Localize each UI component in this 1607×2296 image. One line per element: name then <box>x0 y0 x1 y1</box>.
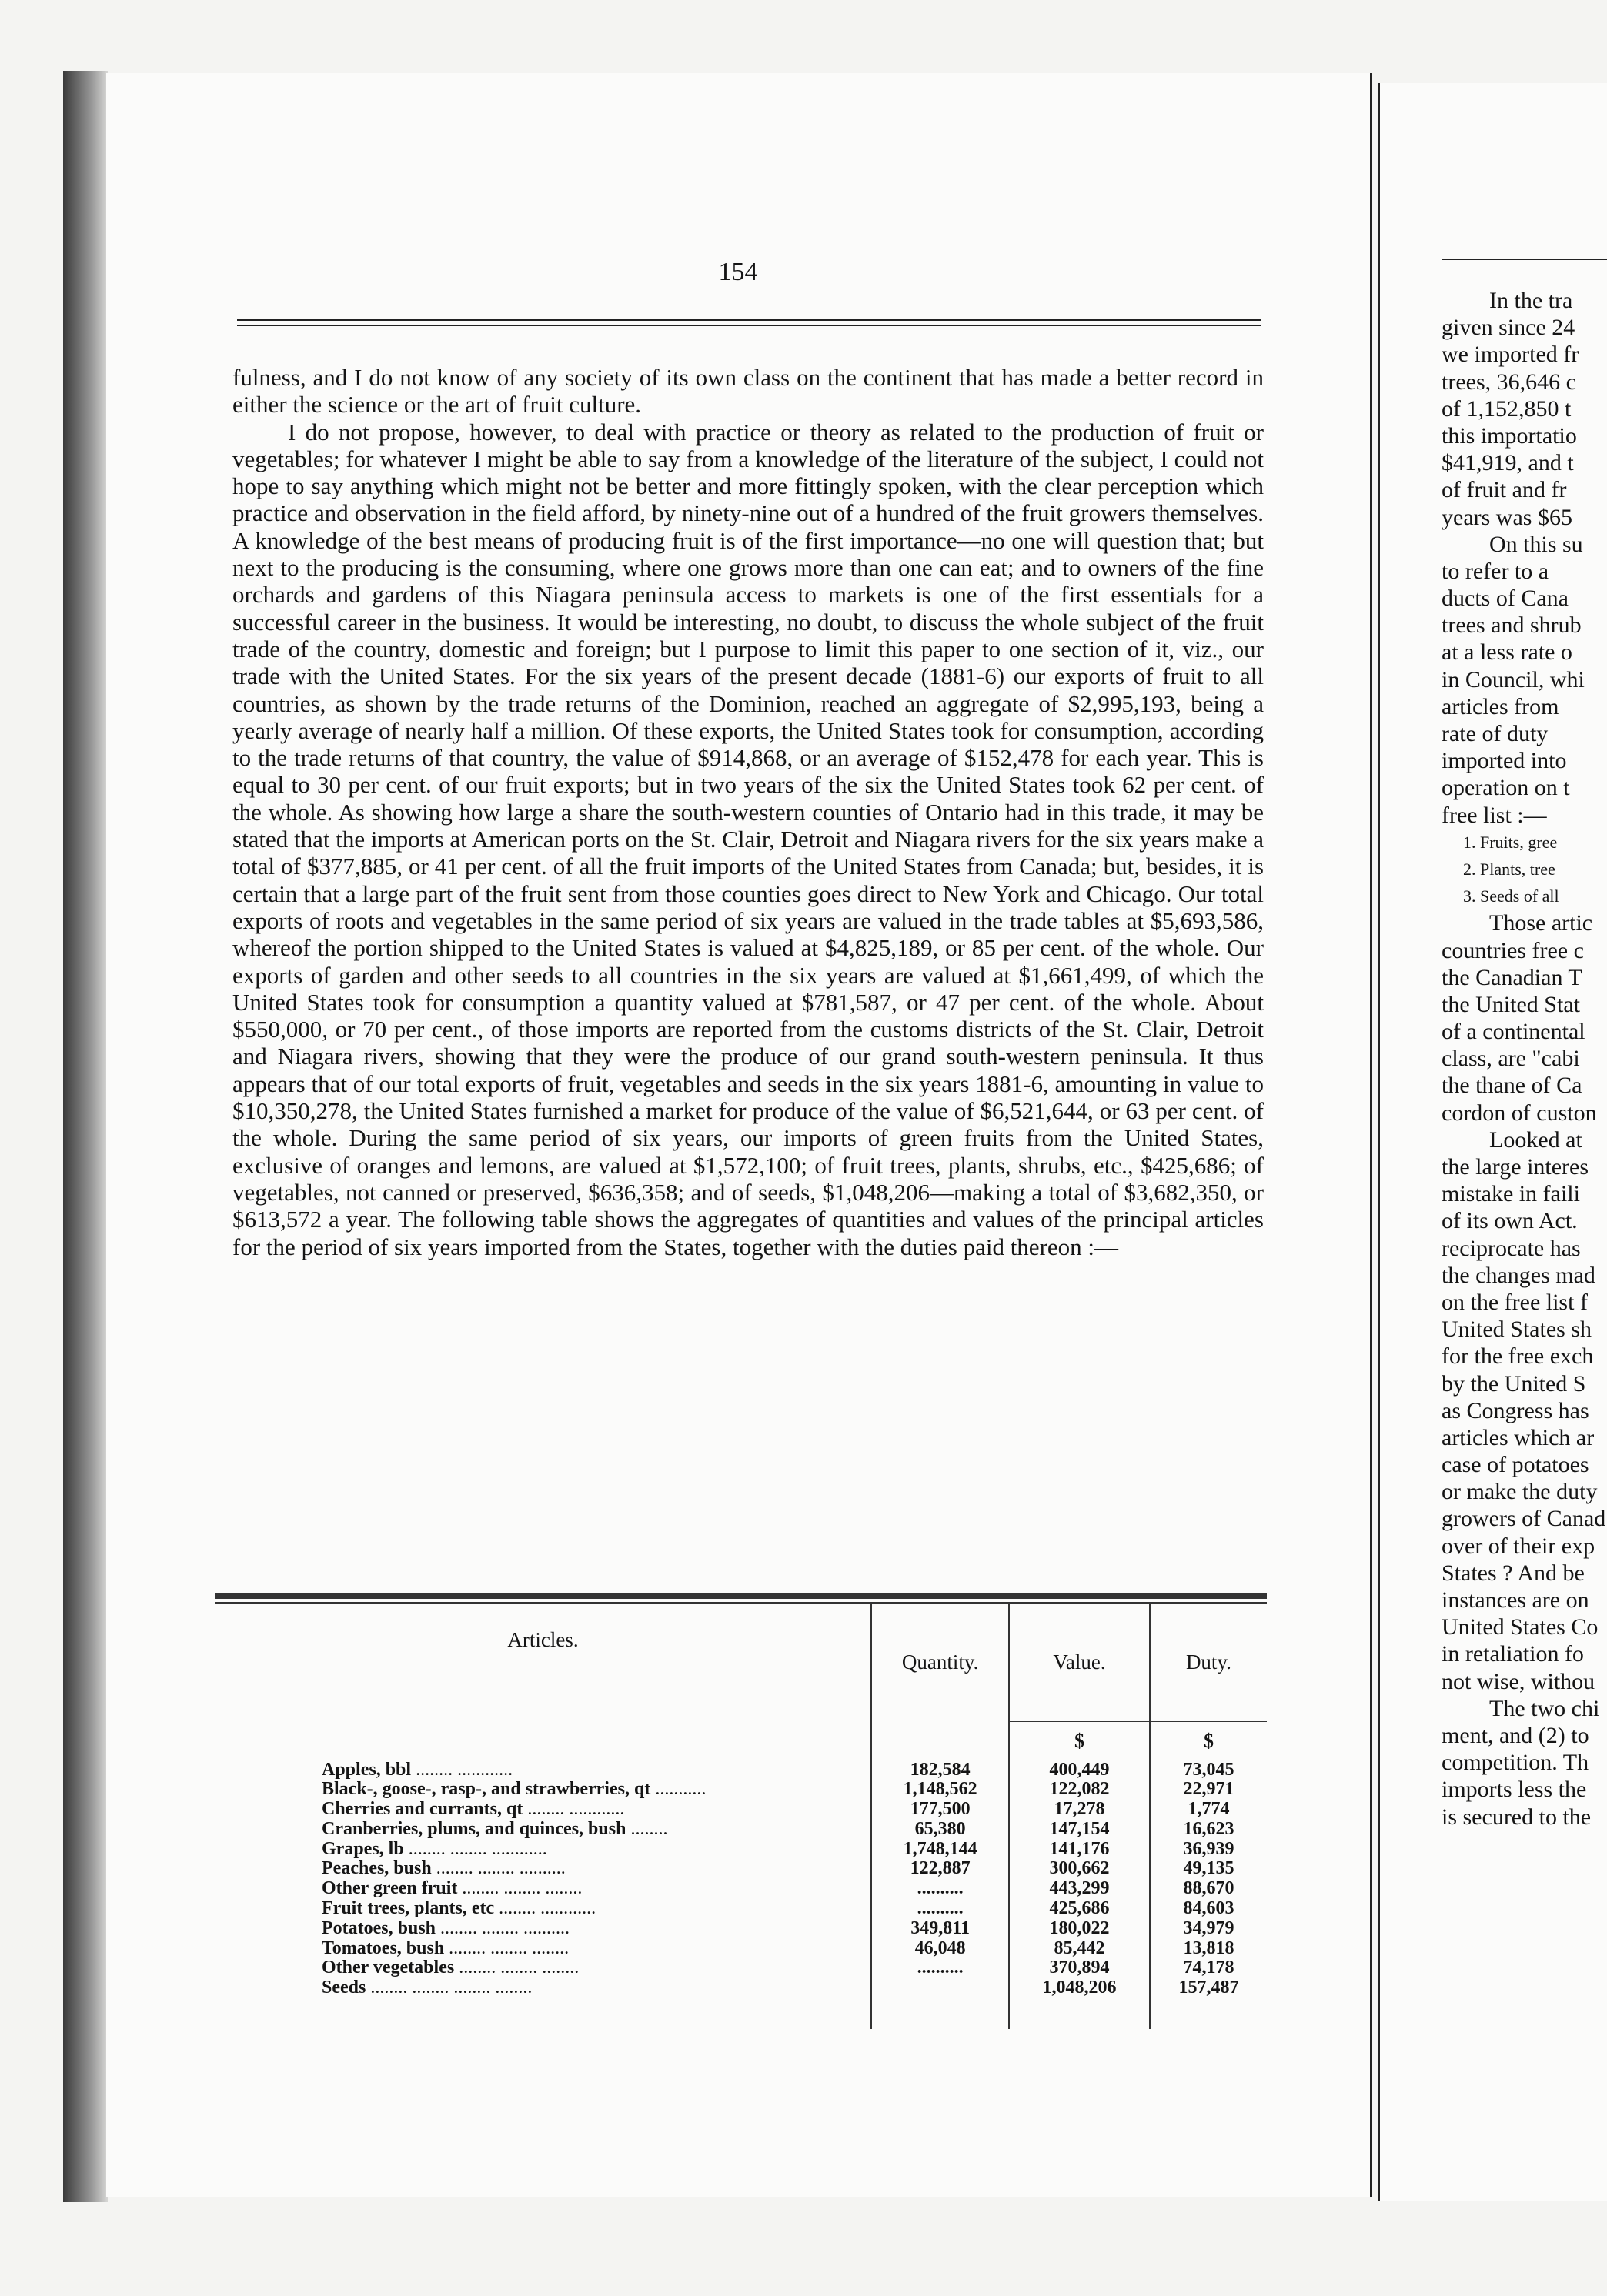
facing-line: 3. Seeds of all <box>1463 886 1559 906</box>
leader-dots: ........... <box>655 1779 707 1800</box>
facing-line: in retaliation fo <box>1442 1641 1584 1667</box>
table-row <box>215 1958 1267 1978</box>
facing-line: 1. Fruits, gree <box>1463 832 1558 852</box>
article-label: Apples, bbl <box>322 1759 412 1780</box>
value-cell: 141,176 <box>1009 1840 1150 1860</box>
duty-cell: 16,623 <box>1150 1820 1267 1840</box>
facing-line: imports less the <box>1442 1777 1587 1803</box>
article-cell <box>215 1760 871 1780</box>
leader-dots: ........ ........ ........ <box>449 1937 570 1958</box>
quantity-cell <box>871 1978 1009 1998</box>
facing-line: imported into <box>1442 748 1567 774</box>
facing-line: not wise, withou <box>1442 1668 1595 1694</box>
duty-cell: 74,178 <box>1150 1958 1267 1978</box>
facing-line: competition. Th <box>1442 1750 1589 1776</box>
facing-line: cordon of custon <box>1442 1100 1597 1126</box>
article-label: Grapes, lb <box>322 1838 404 1859</box>
facing-line: mistake in faili <box>1442 1181 1580 1207</box>
imports-table <box>215 1593 1267 2029</box>
facing-line: of a continental <box>1442 1019 1585 1045</box>
facing-line: instances are on <box>1442 1587 1589 1613</box>
article-cell <box>215 1780 871 1800</box>
table-bottom-spacer <box>215 1998 1267 2029</box>
facing-line: free list :— <box>1442 802 1547 828</box>
value-cell: 122,082 <box>1009 1780 1150 1800</box>
value-cell: 400,449 <box>1009 1760 1150 1780</box>
duty-cell: 88,670 <box>1150 1879 1267 1899</box>
article-label: Fruit trees, plants, etc <box>322 1898 495 1919</box>
facing-line: In the tra <box>1489 288 1573 313</box>
table-row <box>215 1820 1267 1840</box>
article-label: Cherries and currants, qt <box>322 1799 523 1820</box>
table-row <box>215 1760 1267 1780</box>
value-cell: 1,048,206 <box>1009 1978 1150 1998</box>
duty-cell: 73,045 <box>1150 1760 1267 1780</box>
table <box>215 1604 1267 2029</box>
duty-cell: 13,818 <box>1150 1939 1267 1959</box>
value-cell: 370,894 <box>1009 1958 1150 1978</box>
facing-line: we imported fr <box>1442 342 1579 368</box>
header-articles: Articles. <box>507 1628 579 1651</box>
leader-dots: ........ ............ <box>499 1898 596 1919</box>
value-cell: 17,278 <box>1009 1800 1150 1820</box>
facing-line: articles which ar <box>1442 1424 1595 1450</box>
table-row <box>215 1919 1267 1939</box>
facing-line: years was $65 <box>1442 504 1572 530</box>
body-text <box>232 364 1264 1260</box>
facing-line: the United Stat <box>1442 991 1580 1017</box>
facing-line: given since 24 <box>1442 315 1575 341</box>
value-cell: 300,662 <box>1009 1859 1150 1879</box>
facing-line: operation on t <box>1442 775 1570 801</box>
article-cell <box>215 1800 871 1820</box>
quantity-cell: .......... <box>871 1958 1009 1978</box>
facing-line: Looked at <box>1489 1126 1582 1153</box>
table-row <box>215 1978 1267 1998</box>
article-cell <box>215 1859 871 1879</box>
quantity-cell: 122,887 <box>871 1859 1009 1879</box>
header-rule <box>237 319 1261 321</box>
facing-line: on the free list f <box>1442 1289 1588 1315</box>
quantity-cell: 1,748,144 <box>871 1840 1009 1860</box>
facing-line: the large interes <box>1442 1154 1589 1180</box>
paragraph-2: I do not propose, however, to deal with practice or theory as related to the production of fruit or vegetables; for whatever I might be able to say from a knowledge of the literature of the subject, I could not hope to say anything which might not be better and more fittingly spoken, with the clear perception which practice and observation in the field afford, by ninety-nine out of a hundred of the fruit growers themselves. A knowledge of the best means of producing fruit is of the first importance—no one will question that; but next to the producing is the consuming, where one grows more than one can eat; and to owners of the fine orchards and gardens of this Niagara peninsula access to markets is one of the first essentials for a successful career in the business. It would be interesting, no doubt, to discuss the whole subject of the fruit trade of the country, domestic and foreign; but I purpose to limit this paper to one section of it, viz., our trade with the United States. For the six years of the present decade (1881-6) our exports of fruit to all countries, as shown by the trade returns of the Dominion, reached an aggregate of $2,995,193, being a yearly average of nearly half a million. Of these exports, the United States took for consumption, according to the trade returns of that country, the value of $914,868, or an average of $152,478 for each year. This is equal to 30 per cent. of our fruit exports; but in two years of the six the United States took 62 per cent. of the whole. As showing how large a share the south-western counties of Ontario had in this trade, it may be stated that the imports at American ports on the St. Clair, Detroit and Niagara rivers for the six years make a total of $377,885, or 41 per cent. of all the fruit imports of the United States from Canada; but, besides, it is certain that a large part of the fruit sent from those counties goes direct to New York and Chicago. Our total exports of roots and vegetables in the same period of six years are valued in the trade tables at $5,693,586, whereof the portion shipped to the United States is valued at $4,825,189, or 85 per cent. of the whole. Our exports of garden and other seeds to all countries in the six years are valued at $1,661,499, of which the United States took for consumption a quantity valued at $781,587, or 47 per cent. of the whole. About $550,000, or 70 per cent., of those imports are reported from the customs districts of the St. Clair, Detroit and Niagara rivers, showing that they were the produce of our grand south-western peninsula. It thus appears that of our total exports of fruit, vegetables and seeds in the six years 1881-6, amounting in value to $10,350,278, the United States furnished a market for produce of the value of $6,521,644, or 63 per cent. of the whole. During the same period of six years, our imports of green fruits from the United States, exclusive of oranges and lemons, are valued at $1,572,100; of fruit trees, plants, shrubs, etc., $425,686; of vegetables, not canned or preserved, $636,358; and of seeds, $1,048,206—making a total of $3,682,350, or $613,572 a year. The following table shows the aggregates of quantities and values of the principal articles for the period of six years imported from the States, together with the duties paid thereon :— <box>232 418 1264 1260</box>
article-cell <box>215 1919 871 1939</box>
facing-line: ducts of Cana <box>1442 586 1569 612</box>
facing-line: The two chi <box>1489 1695 1600 1721</box>
leader-dots: ........ ............ <box>527 1799 625 1820</box>
leader-dots: ........ ........ ........ ........ <box>370 1977 533 1998</box>
paragraph-1: fulness, and I do not know of any society of its own class on the continent that has made a better record in either the science or the art of fruit culture. <box>232 364 1264 419</box>
quantity-cell: .......... <box>871 1879 1009 1899</box>
value-cell: 443,299 <box>1009 1879 1150 1899</box>
facing-line: as Congress has <box>1442 1397 1589 1423</box>
facing-line: or make the duty <box>1442 1479 1598 1505</box>
duty-cell: 22,971 <box>1150 1780 1267 1800</box>
table-rule-thick <box>215 1593 1267 1599</box>
facing-line: countries free c <box>1442 937 1584 963</box>
value-cell: 85,442 <box>1009 1939 1150 1959</box>
table-row <box>215 1879 1267 1899</box>
currency-row <box>215 1721 1267 1760</box>
facing-line: to refer to a <box>1442 558 1549 584</box>
facing-line: the Canadian T <box>1442 964 1582 990</box>
facing-line: the changes mad <box>1442 1262 1595 1288</box>
article-cell <box>215 1899 871 1919</box>
table-row <box>215 1899 1267 1919</box>
quantity-cell: 46,048 <box>871 1939 1009 1959</box>
value-cell: 425,686 <box>1009 1899 1150 1919</box>
article-cell <box>215 1978 871 1998</box>
leader-dots: ........ ........ .......... <box>440 1917 570 1938</box>
article-cell <box>215 1879 871 1899</box>
header-duty: Duty. <box>1150 1604 1267 1721</box>
table-row <box>215 1780 1267 1800</box>
value-cell: 180,022 <box>1009 1919 1150 1939</box>
facing-line: of 1,152,850 t <box>1442 395 1572 422</box>
article-label: Other green fruit <box>322 1878 458 1899</box>
facing-line: growers of Canad <box>1442 1506 1606 1532</box>
duty-cell: 157,487 <box>1150 1978 1267 1998</box>
table-row <box>215 1840 1267 1860</box>
duty-cell: 34,979 <box>1150 1919 1267 1939</box>
article-label: Other vegetables <box>322 1957 455 1978</box>
facing-line: in Council, whi <box>1442 666 1585 692</box>
facing-line: reciprocate has <box>1442 1235 1581 1261</box>
duty-currency: $ <box>1150 1721 1267 1760</box>
quantity-cell: 182,584 <box>871 1760 1009 1780</box>
facing-page <box>1378 83 1607 2201</box>
header-value: Value. <box>1009 1604 1150 1721</box>
facing-line: ment, and (2) to <box>1442 1722 1589 1748</box>
article-cell <box>215 1958 871 1978</box>
table-row <box>215 1859 1267 1879</box>
quantity-cell: 65,380 <box>871 1820 1009 1840</box>
quantity-cell: 1,148,562 <box>871 1780 1009 1800</box>
facing-line: rate of duty <box>1442 721 1549 746</box>
facing-line: articles from <box>1442 693 1559 719</box>
leader-dots: ........ ........ .......... <box>436 1858 566 1879</box>
article-label: Peaches, bush <box>322 1858 432 1879</box>
facing-line: by the United S <box>1442 1370 1586 1397</box>
article-cell <box>215 1840 871 1860</box>
duty-cell: 49,135 <box>1150 1859 1267 1879</box>
article-label: Potatoes, bush <box>322 1917 436 1938</box>
facing-page-text <box>1442 287 1607 1830</box>
quantity-cell: 177,500 <box>871 1800 1009 1820</box>
article-cell <box>215 1939 871 1959</box>
header-rule-thin <box>237 325 1261 326</box>
article-label: Cranberries, plums, and quinces, bush <box>322 1818 626 1839</box>
quantity-cell: .......... <box>871 1899 1009 1919</box>
leader-dots: ........ <box>630 1818 668 1839</box>
facing-line: United States sh <box>1442 1317 1592 1343</box>
table-row <box>215 1800 1267 1820</box>
leader-dots: ........ ........ ............ <box>408 1838 547 1859</box>
facing-line: class, are "cabi <box>1442 1046 1580 1072</box>
facing-line: at a less rate o <box>1442 639 1572 666</box>
table-header-row <box>215 1604 1267 1721</box>
article-label: Seeds <box>322 1977 366 1998</box>
facing-line: case of potatoes <box>1442 1452 1589 1478</box>
article-label: Black-, goose-, rasp-, and strawberries, qt <box>322 1779 651 1800</box>
facing-line: the thane of Ca <box>1442 1073 1582 1099</box>
duty-cell: 84,603 <box>1150 1899 1267 1919</box>
facing-line: this importatio <box>1442 422 1577 449</box>
left-page <box>106 73 1372 2197</box>
page-number: 154 <box>718 258 758 286</box>
header-quantity: Quantity. <box>871 1604 1009 1721</box>
article-label: Tomatoes, bush <box>322 1937 445 1958</box>
facing-line: is secured to the <box>1442 1804 1592 1830</box>
facing-line: trees and shrub <box>1442 612 1582 639</box>
book-spine <box>63 71 108 2202</box>
facing-line: On this su <box>1489 531 1583 557</box>
leader-dots: ........ ............ <box>416 1759 513 1780</box>
duty-cell: 1,774 <box>1150 1800 1267 1820</box>
facing-line: States ? And be <box>1442 1560 1585 1586</box>
facing-line: for the free exch <box>1442 1343 1594 1370</box>
facing-header-rule <box>1442 259 1607 260</box>
facing-line: Those artic <box>1489 910 1593 936</box>
value-currency: $ <box>1009 1721 1150 1760</box>
facing-line: of its own Act. <box>1442 1208 1578 1234</box>
leader-dots: ........ ........ ........ <box>462 1878 583 1899</box>
facing-line: trees, 36,646 c <box>1442 369 1576 395</box>
facing-line: of fruit and fr <box>1442 477 1567 503</box>
duty-cell: 36,939 <box>1150 1840 1267 1860</box>
facing-line: over of their exp <box>1442 1533 1595 1559</box>
leader-dots: ........ ........ ........ <box>459 1957 580 1978</box>
facing-line: 2. Plants, tree <box>1463 859 1555 879</box>
quantity-cell: 349,811 <box>871 1919 1009 1939</box>
table-row <box>215 1939 1267 1959</box>
article-cell <box>215 1820 871 1840</box>
value-cell: 147,154 <box>1009 1820 1150 1840</box>
facing-line: $41,919, and t <box>1442 450 1574 476</box>
facing-line: United States Co <box>1442 1614 1599 1640</box>
